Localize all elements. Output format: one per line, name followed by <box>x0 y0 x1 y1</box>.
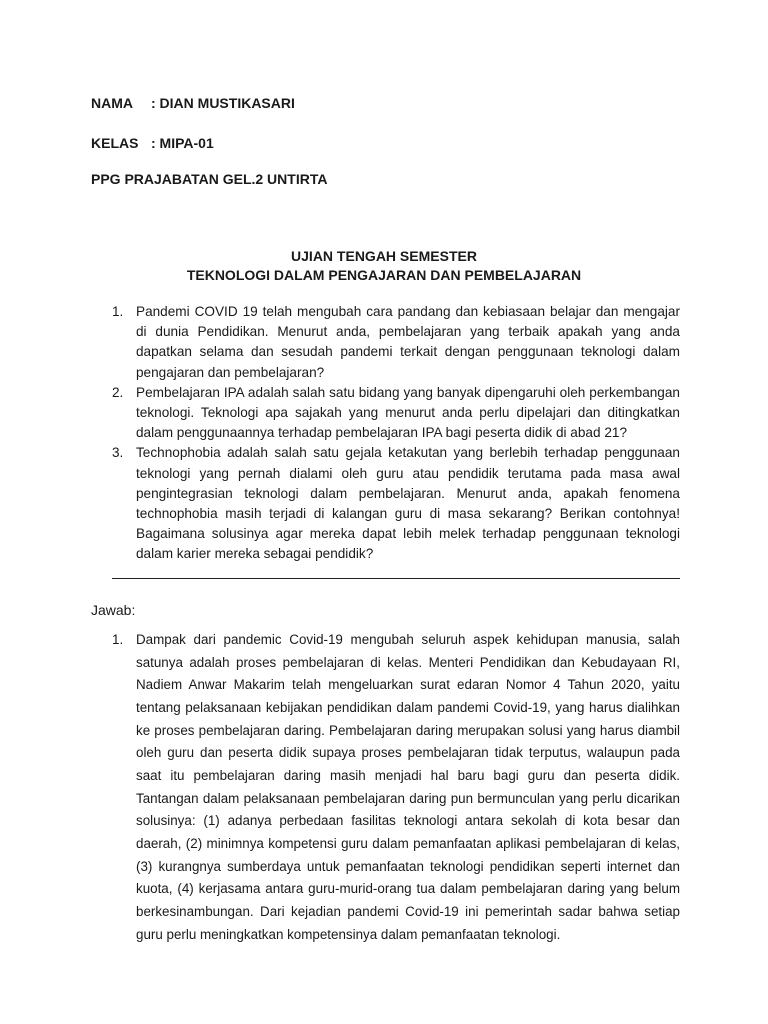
name-value: : DIAN MUSTIKASARI <box>151 95 295 111</box>
question-number: 1. <box>112 304 124 319</box>
question-item <box>112 302 680 383</box>
class-label: KELAS <box>91 135 139 151</box>
answer-number: 1. <box>112 632 124 647</box>
question-list <box>112 302 680 565</box>
divider-line <box>112 578 680 579</box>
class-line <box>91 133 214 153</box>
answer-list <box>112 629 680 946</box>
answer-item <box>112 629 680 946</box>
exam-subject: TEKNOLOGI DALAM PENGAJARAN DAN PEMBELAJARAN <box>186 267 582 283</box>
class-value: : MIPA-01 <box>151 135 214 151</box>
name-line <box>91 93 295 113</box>
question-number: 2. <box>112 384 124 400</box>
answer-text: Dampak dari pandemic Covid-19 mengubah seluruh aspek kehidupan manusia, salah satunya adalah proses pembelajaran di kelas. Menteri Pendidikan dan Kebudayaan RI, Nadiem Anwar Makarim telah mengeluarkan surat edaran Nomor 4 Tahun 2020, yaitu tentang pelaksanaan kebijakan pendidikan dalam pandemi Covid-19, yang harus dialihkan ke proses pembelajaran daring. Pembelajaran daring merupakan solusi yang harus diambil oleh guru dan peserta didik supaya proses pembelajaran tidak terputus, walaupun pada saat itu pembelajaran daring masih menjadi hal baru bagi guru dan peserta didik. Tantangan dalam pelaksanaan pembelajaran daring pun bermunculan yang perlu dicarikan solusinya: (1) adanya perbedaan fasilitas teknologi antara sekolah di kota besar dan daerah, (2) minimnya kompetensi guru dalam pemanfaatan aplikasi pembelajaran di kelas, (3) kurangnya sumberdaya untuk pemanfaatan teknologi pendidikan seperti internet dan kuota, (4) kerjasama antara guru-murid-orang tua dalam pembelajaran daring yang belum berkesinambungan. Dari kejadian pandemi Covid-19 ini pemerintah sadar bahwa setiap guru perlu meningkatkan kompetensinya dalam pemanfaatan teknologi. <box>136 632 680 942</box>
question-text: Technophobia adalah salah satu gejala ketakutan yang berlebih terhadap penggunaan teknologi yang pernah dialami oleh guru atau pendidik terutama pada masa awal pengintegrasian teknologi dalam pembelajaran. Menurut anda, apakah fenomena technophobia masih terjadi di kalangan guru di masa sekarang? Berikan contohnya! Bagaimana solusinya agar mereka dapat lebih melek terhadap penggunaan teknologi dalam karier mereka sebagai pendidik? <box>136 445 680 562</box>
question-item <box>112 383 680 444</box>
answer-label: Jawab: <box>91 602 136 618</box>
program-line: PPG PRAJABATAN GEL.2 UNTIRTA <box>91 171 328 187</box>
question-text: Pembelajaran IPA adalah salah satu bidang yang banyak dipengaruhi oleh perkembangan teknologi. Teknologi apa sajakah yang menurut anda perlu dipelajari dan ditingkatkan dalam penggunaannya terhadap pembelajaran IPA bagi peserta didik di abad 21? <box>136 384 680 441</box>
name-label: NAMA <box>91 95 133 111</box>
question-number: 3. <box>112 445 124 461</box>
question-text: Pandemi COVID 19 telah mengubah cara pandang dan kebiasaan belajar dan mengajar di dunia Pendidikan. Menurut anda, pembelajaran yang terbaik apakah yang anda dapatkan selama dan sesudah pandemi terkait dengan penggunaan teknologi dalam pengajaran dan pembelajaran? <box>136 304 680 380</box>
question-item <box>112 443 680 564</box>
exam-title: UJIAN TENGAH SEMESTER <box>291 248 477 264</box>
